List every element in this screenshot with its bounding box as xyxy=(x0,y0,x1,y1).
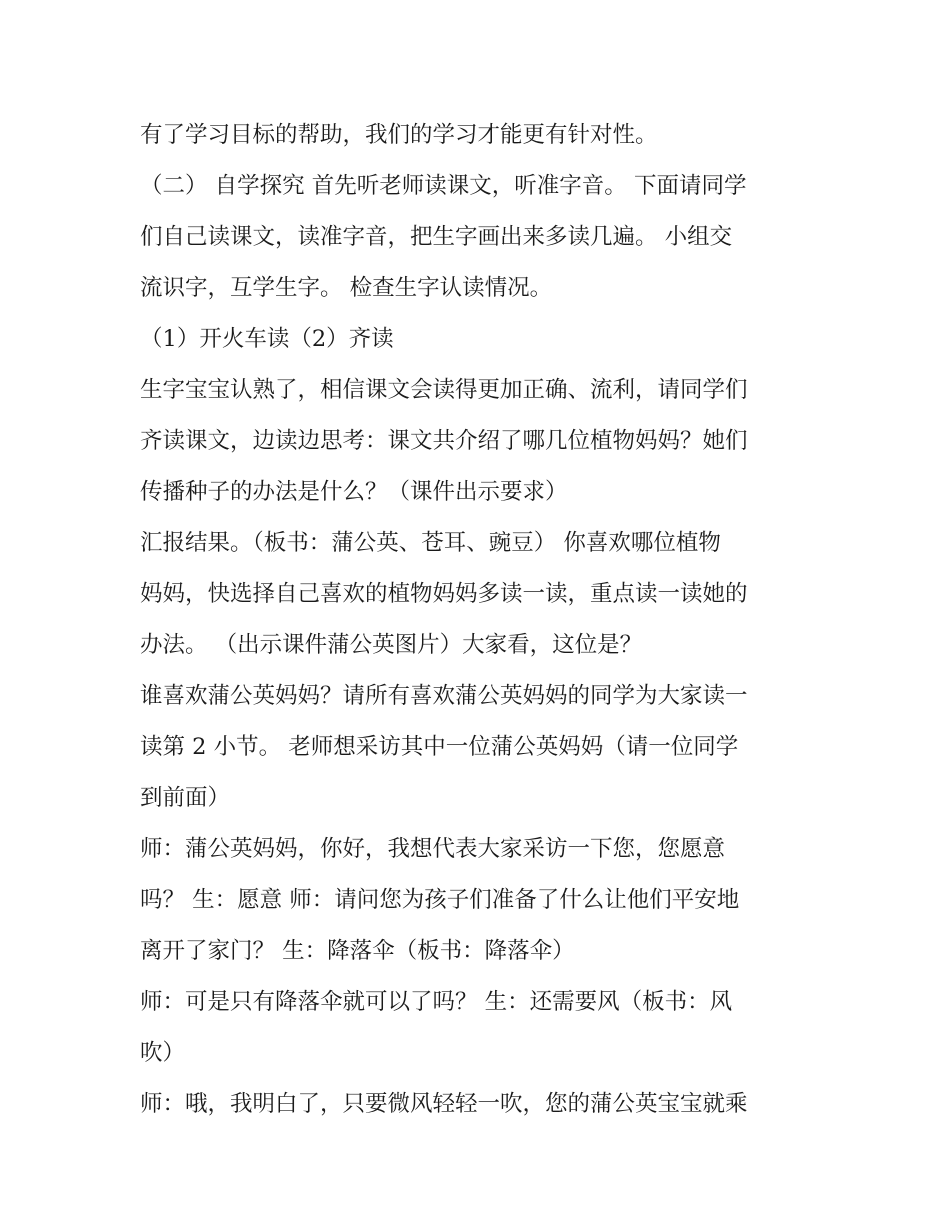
text-line: 们自己读课文，读准字音，把生字画出来多读几遍。 小组交 xyxy=(140,224,733,250)
text-line: 吹） xyxy=(140,1040,186,1066)
text-line: 传播种子的办法是什么？（课件出示要求） xyxy=(140,479,568,505)
text-line: （1）开火车读（2）齐读 xyxy=(140,326,394,352)
text-line: 读第 2 小节。 老师想采访其中一位蒲公英妈妈（请一位同学 xyxy=(140,734,739,760)
text-line: 齐读课文，边读边思考：课文共介绍了哪几位植物妈妈？她们 xyxy=(140,428,748,454)
text-line: 师：哦，我明白了，只要微风轻轻一吹，您的蒲公英宝宝就乘 xyxy=(140,1091,748,1117)
text-line: 离开了家门？ 生：降落伞（板书：降落伞） xyxy=(140,938,575,964)
text-line: 谁喜欢蒲公英妈妈？请所有喜欢蒲公英妈妈的同学为大家读一 xyxy=(140,683,748,709)
text-line: 师：蒲公英妈妈，你好，我想代表大家采访一下您，您愿意 xyxy=(140,836,726,862)
document-body xyxy=(140,110,820,1130)
text-line: 到前面） xyxy=(140,785,231,811)
text-line: 办法。 （出示课件蒲公英图片）大家看，这位是？ xyxy=(140,632,643,658)
text-line: 有了学习目标的帮助，我们的学习才能更有针对性。 xyxy=(140,122,658,148)
text-line: 生字宝宝认熟了，相信课文会读得更加正确、流利，请同学们 xyxy=(140,377,748,403)
text-line: 吗？ 生：愿意 师：请问您为孩子们准备了什么让他们平安地 xyxy=(140,887,740,913)
text-line: 师：可是只有降落伞就可以了吗？ 生：还需要风（板书：风 xyxy=(140,989,733,1015)
text-line: 汇报结果。（板书：蒲公英、苍耳、豌豆） 你喜欢哪位植物 xyxy=(140,530,721,556)
text-line: 流识字，互学生字。 检查生字认读情况。 xyxy=(140,275,553,301)
text-line: 妈妈，快选择自己喜欢的植物妈妈多读一读，重点读一读她的 xyxy=(140,581,748,607)
text-line: （二） 自学探究 首先听老师读课文，听准字音。 下面请同学 xyxy=(140,173,747,199)
